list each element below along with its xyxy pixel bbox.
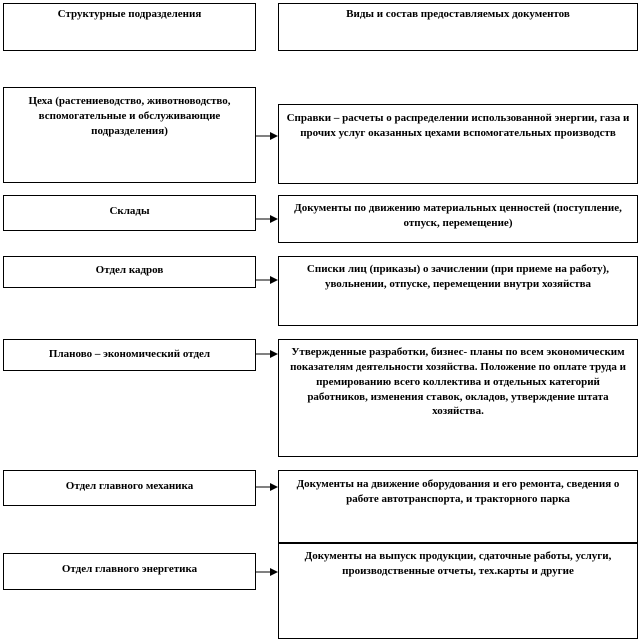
documents-chief-mechanic: Документы на движение оборудования и его ремонта, сведения о работе автотранспорта, и тракторного парка (278, 470, 638, 543)
header-documents: Виды и состав предоставляемых документов (278, 3, 638, 51)
department-workshops: Цеха (растениеводство, животноводство, вспомогательные и обслуживающие подразделения) (3, 87, 256, 183)
header-departments: Структурные подразделения (3, 3, 256, 51)
department-chief-mechanic: Отдел главного механика (3, 470, 256, 506)
documents-planning: Утвержденные разработки, бизнес- планы по всем экономическим показателям деятельности хозяйства. Положение по оплате труда и премированию всего коллектива и отдельных категорий работников, изменения ставок, окладов, утверждение штата хозяйства. (278, 339, 638, 457)
department-hr: Отдел кадров (3, 256, 256, 288)
documents-chief-energy: Документы на выпуск продукции, сдаточные работы, услуги, производственные отчеты, тех.карты и другие (278, 543, 638, 639)
documents-warehouses: Документы по движению материальных ценностей (поступление, отпуск, перемещение) (278, 195, 638, 243)
department-warehouses: Склады (3, 195, 256, 231)
department-planning: Планово – экономический отдел (3, 339, 256, 371)
documents-workshops: Справки – расчеты о распределении использованной энергии, газа и прочих услуг оказанных цехами вспомогательных производств (278, 104, 638, 184)
department-chief-energy: Отдел главного энергетика (3, 553, 256, 590)
documents-hr: Списки лиц (приказы) о зачислении (при приеме на работу), увольнении, отпуске, перемещении внутри хозяйства (278, 256, 638, 326)
